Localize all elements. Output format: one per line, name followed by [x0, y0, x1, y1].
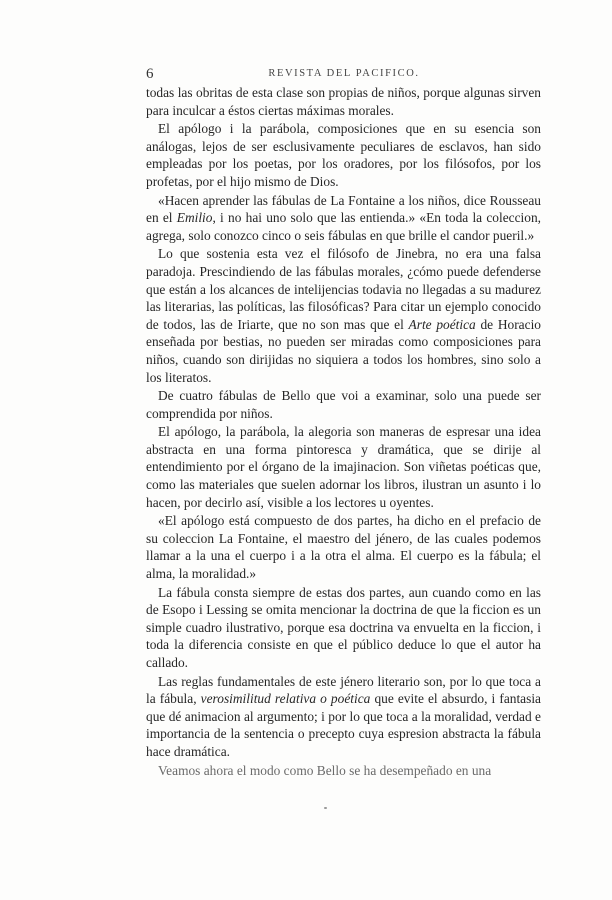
paragraph-4-text-after: de Horacio enseñada por bestias, no pueden ser miradas como composiciones para niños, cuando son dirijidas no siquiera a todos los hombres, sino solo a los literatos. — [146, 316, 541, 385]
paragraph-9-text-before: Las reglas fundamentales de este jénero literario son, por lo que toca a la fábula, — [146, 673, 541, 707]
paragraph-4-italic-title: Arte poética — [408, 316, 476, 332]
paragraph-6 — [146, 423, 541, 511]
paragraph-3-text-before: «Hacen aprender las fábulas de La Fontaine a los niños, dice Rousseau en el — [146, 192, 541, 226]
ink-speck — [324, 807, 327, 809]
running-head: REVISTA DEL PACIFICO. — [268, 68, 420, 79]
paragraph-2 — [146, 120, 541, 190]
paragraph-10 — [146, 762, 541, 780]
paragraph-9-italic-phrase: verosimilitud relativa o poética — [200, 691, 371, 707]
paragraph-8-text: La fábula consta siempre de estas dos partes, aun cuando como en las de Esopo i Lessing se omita mencionar la doctrina de que la ficcion es un simple cuadro ilustrativo, porque esa doctrina va envuelta en la ficcion, i toda la diferencia consiste en que el público deduce lo que el autor ha callado. — [146, 584, 541, 670]
paragraph-5 — [146, 387, 541, 422]
page-header — [146, 64, 542, 86]
paragraph-6-text: El apólogo, la parábola, la alegoria son maneras de espresar una idea abstracta en una forma pintoresca y dramática, que se dirije al entendimiento por el órgano de la imajinacion. Son viñetas poéticas que, como las materiales que suelen adornar los libros, ilustran un asunto i lo hacen, por decirlo así, visible a los lectores u oyentes. — [146, 424, 541, 510]
paragraph-2-text: El apólogo i la parábola, composiciones que en su esencia son análogas, lejos de ser esclusivamente peculiares de esclavos, han sido empleadas por los poetas, por los oradores, por los filósofos, por los profetas, por el hijo mismo de Dios. — [146, 121, 541, 189]
paragraph-9-text-after: que evite el absurdo, i fantasia que dé animacion al argumento; i por lo que toca a la moralidad, verdad e importancia de la sentencia o precepto cuya espresion abstracta la fábula hace dramática. — [146, 691, 541, 759]
paragraph-4 — [146, 245, 541, 386]
paragraph-4-text-before: Lo que sostenia esta vez el filósofo de Jinebra, no era una falsa paradoja. Prescindiendo de las fábulas morales, ¿cómo puede defenderse que están a los alcances de intelijencias todavia no llegadas a su madurez las literarias, las políticas, las filosóficas? Para citar un ejemplo conocido de todos, las de Iriarte, que no son mas que el — [146, 246, 541, 332]
body-text — [146, 84, 541, 779]
paragraph-10-text: Veamos ahora el modo como Bello se ha desempeñado en una — [158, 762, 492, 778]
paragraph-7-text: «El apólogo está compuesto de dos partes, ha dicho en el prefacio de su coleccion La Fontaine, el maestro del jénero, de las cuales podemos llamar a la una el cuerpo i a la otra el alma. El cuerpo es la fábula; el alma, la moralidad.» — [146, 513, 541, 582]
paragraph-7 — [146, 512, 541, 582]
paragraph-1 — [146, 84, 541, 119]
paragraph-1-text: todas las obritas de esta clase son propias de niños, porque algunas sirven para inculcar a éstos ciertas máximas morales. — [146, 85, 541, 118]
paragraph-5-text: De cuatro fábulas de Bello que voi a examinar, solo una puede ser comprendida por niños. — [146, 388, 541, 421]
paragraph-3 — [146, 192, 541, 245]
paragraph-3-italic-title: Emilio — [176, 210, 213, 226]
paragraph-9 — [146, 673, 541, 761]
paragraph-3-text-after: , i no hai uno solo que las entienda.» «En toda la coleccion, agrega, solo conozco cinco o seis fábulas en que brille el candor pueril.» — [146, 210, 541, 243]
page-number: 6 — [146, 66, 154, 82]
paragraph-8 — [146, 584, 541, 672]
